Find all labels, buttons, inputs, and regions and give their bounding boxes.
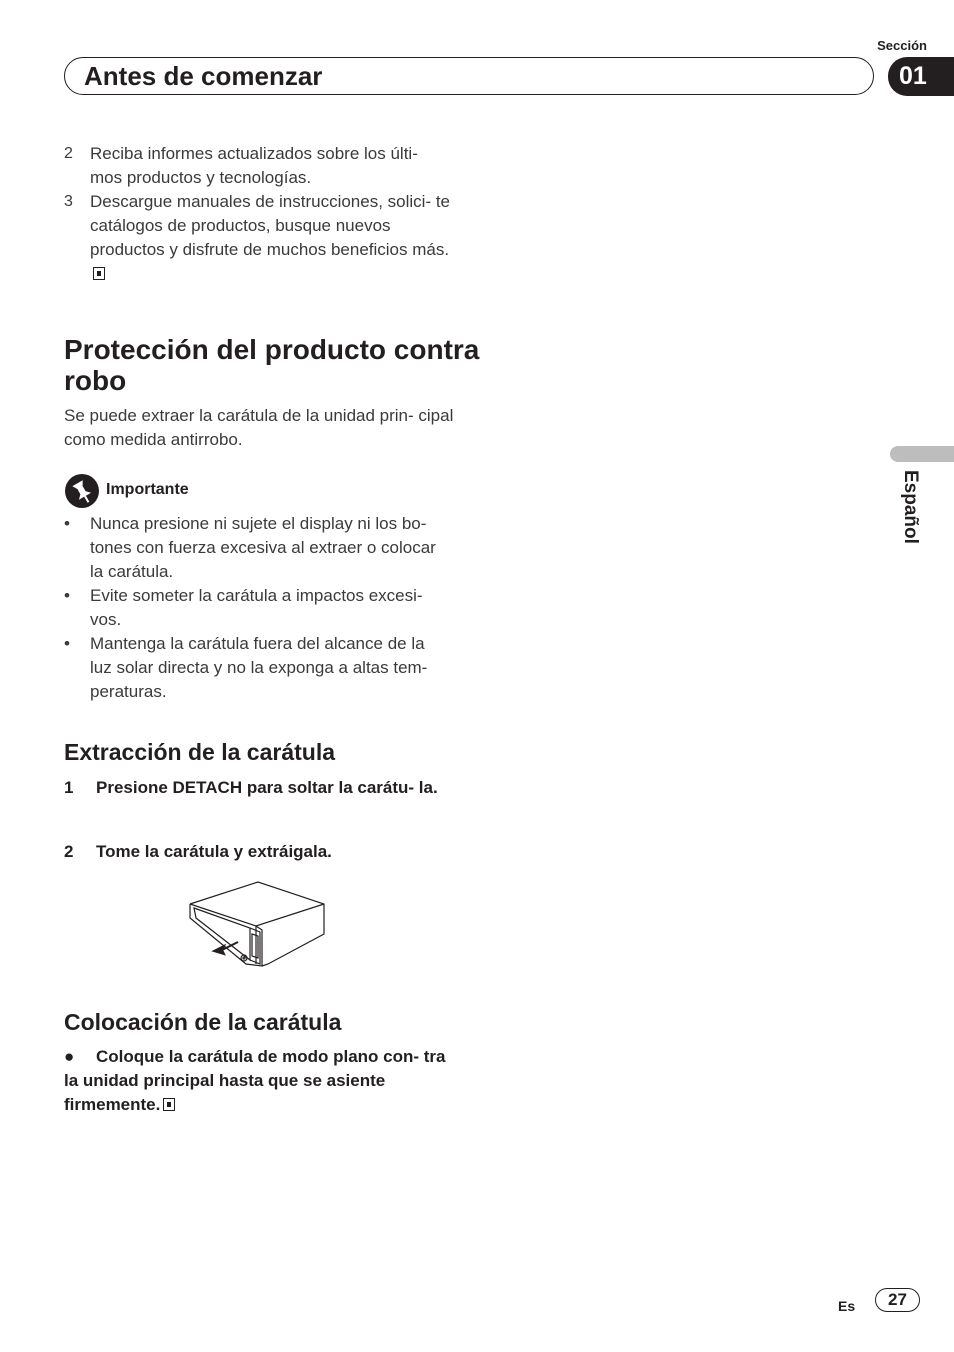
bullet-text: Evite someter la carátula a impactos excesi- vos. — [90, 586, 423, 629]
language-label-text: Español — [900, 470, 921, 544]
list-item-text: Reciba informes actualizados sobre los últi- mos productos y tecnologías. — [90, 144, 418, 187]
list-item-number: 2 — [64, 145, 73, 162]
language-tab — [890, 446, 954, 462]
end-mark-icon — [93, 267, 105, 280]
bullet-text: Mantenga la carátula fuera del alcance de la luz solar directa y no la exponga a altas tem- peraturas. — [90, 634, 428, 701]
end-mark-icon — [163, 1098, 175, 1111]
step-text: Coloque la carátula de modo plano con- tra la unidad principal hasta que se asiente firmemente. — [64, 1047, 446, 1114]
section-label: Sección — [877, 38, 927, 53]
subsection-heading: Extracción de la carátula — [64, 739, 336, 765]
page-title: Antes de comenzar — [84, 61, 323, 91]
bullet-text: Nunca presione ni sujete el display ni los bo- tones con fuerza excesiva al extraer o colocar la carátula. — [90, 514, 436, 581]
step-number: 1 — [64, 778, 74, 797]
bullet-icon: • — [64, 586, 70, 605]
list-item-number: 3 — [64, 193, 73, 210]
bullet-icon: • — [64, 514, 70, 533]
step-bullet-icon: ● — [64, 1047, 75, 1066]
step-text: Presione DETACH para soltar la carátu- la. — [96, 778, 438, 797]
detach-illustration — [186, 878, 328, 970]
step-number: 2 — [64, 842, 74, 861]
section-number-badge: 01 — [888, 57, 954, 96]
language-label — [896, 470, 926, 580]
step — [64, 776, 459, 800]
important-label: Importante — [106, 481, 189, 498]
step — [64, 1045, 459, 1117]
subsection-heading: Colocación de la carátula — [64, 1009, 342, 1035]
section-intro: Se puede extraer la carátula de la unidad prin- cipal como medida antirrobo. — [64, 406, 454, 449]
step-text: Tome la carátula y extráigala. — [96, 842, 332, 861]
list-item-text-content: Descargue manuales de instrucciones, solici- te catálogos de productos, busque nuevos productos y disfrute de muchos beneficios más. — [90, 192, 451, 259]
important-icon — [64, 473, 100, 509]
list-item-text — [90, 190, 450, 286]
page-number: 27 — [875, 1288, 920, 1312]
step — [64, 840, 459, 864]
footer-lang-code: Es — [838, 1298, 856, 1314]
section-heading: Protección del producto contra robo — [64, 334, 480, 396]
bullet-icon: • — [64, 634, 70, 653]
